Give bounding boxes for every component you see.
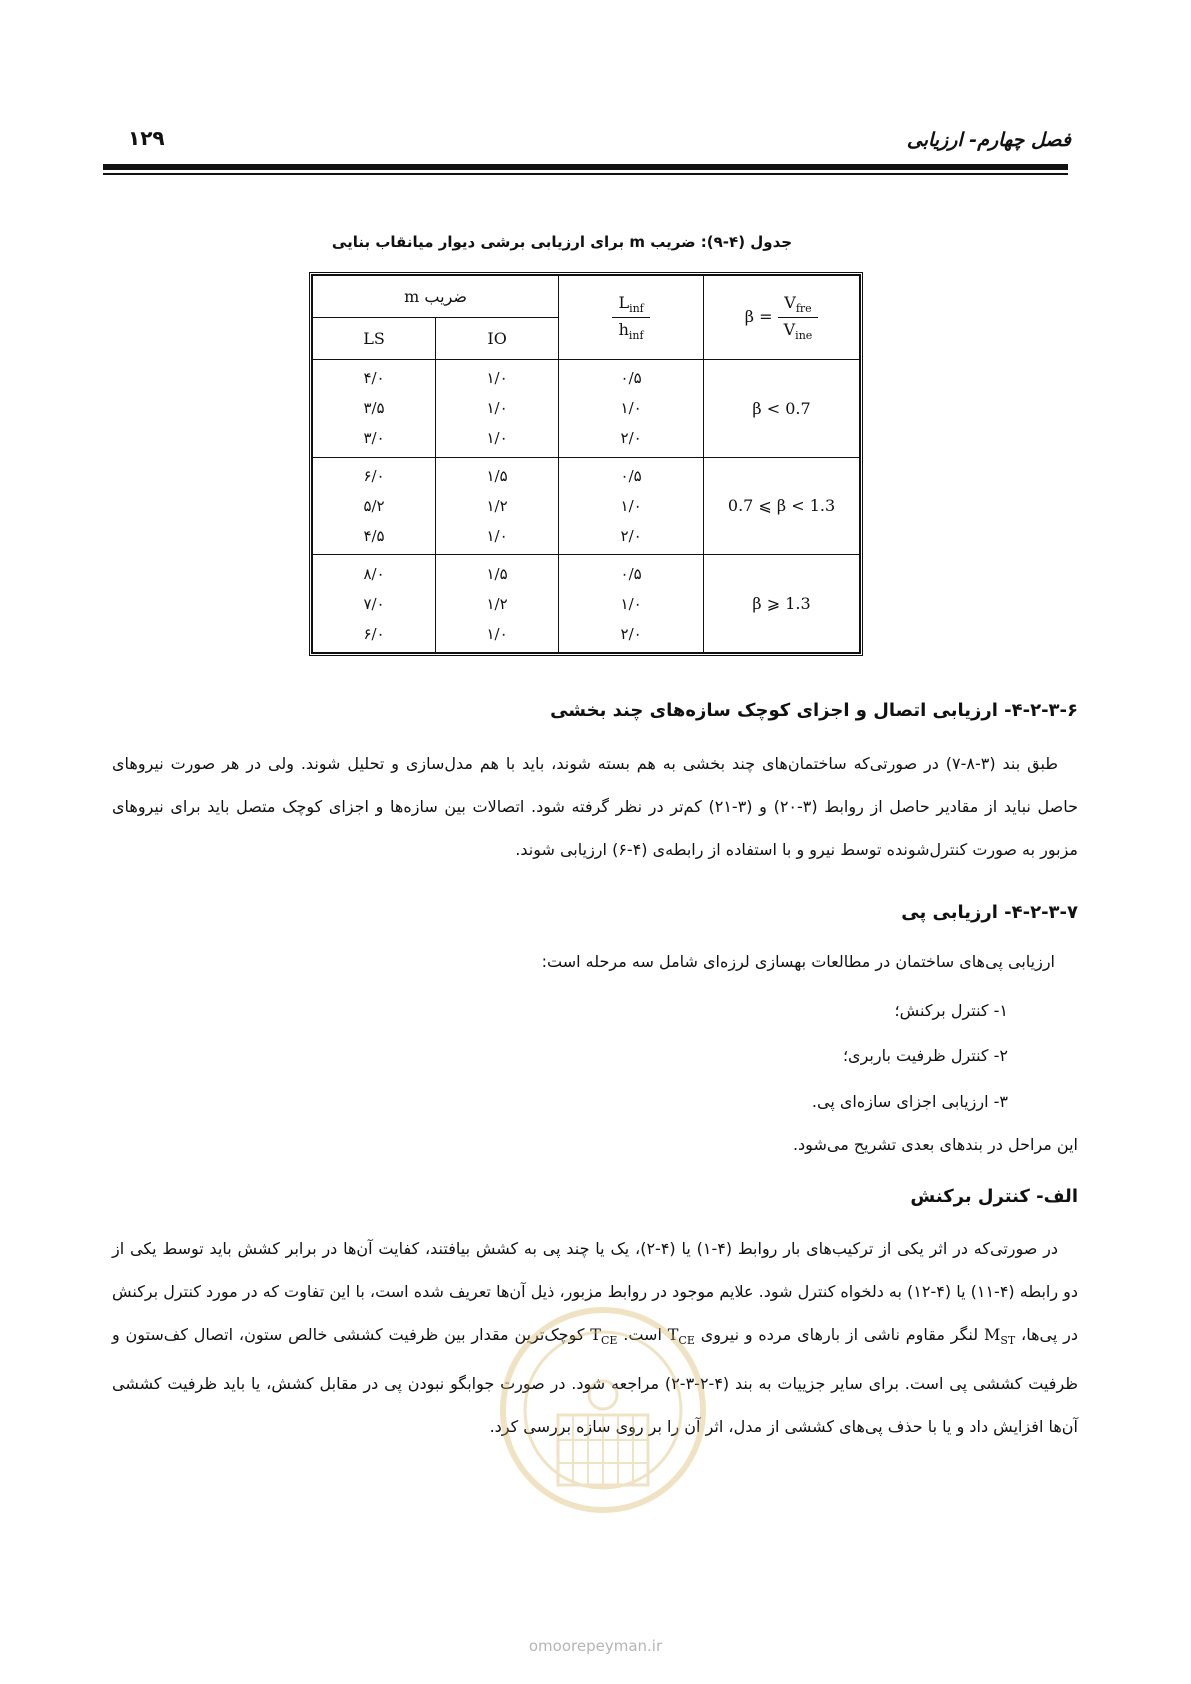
header-rule-thick — [103, 164, 1068, 170]
watermark-seal-icon — [498, 1295, 708, 1575]
col-ls-header: LS — [313, 318, 436, 360]
io-values: ۱/۵ ۱/۲ ۱/۰ — [436, 555, 559, 653]
col-io-header: IO — [436, 318, 559, 360]
header-rule-thin — [103, 173, 1068, 175]
beta-range: β ⩾ 1.3 — [704, 555, 860, 653]
section-paragraph-connections: طبق بند (۳-۸-۷) در صورتی‌که ساختمان‌های چند بخشی به هم بسته شوند، باید با هم مدل‌سازی و تحلیل شوند. ولی در هر صورت نیروهای حاصل نباید از مقادیر حاصل از روابط (۳-۲۰) و (۳-۲۱) کم‌تر در نظر گرفته شود. اتصالات بین سازه‌ها و اجزای کوچک متصل باید برای نیروهای مزبور به صورت کنترل‌شونده توسط نیرو و با استفاده از رابطه‌ی (۴-۶) ارزیابی شوند. — [112, 754, 1078, 859]
m-factor-header: ضریب m — [313, 276, 559, 318]
section-heading-uplift: الف- کنترل برکنش — [910, 1186, 1078, 1207]
symbol-tce: $T_{CE}$ — [667, 1325, 695, 1348]
symbol-tce: $T_{CE}$ — [590, 1325, 618, 1348]
foundation-intro: ارزیابی پی‌های ساختمان در مطالعات بهسازی لرزه‌ای شامل سه مرحله است: — [541, 952, 1055, 971]
ratio-values: ۰/۵ ۱/۰ ۲/۰ — [559, 457, 704, 555]
m-factor-table — [309, 272, 863, 656]
list-item: ۲- کنترل ظرفیت باربری؛ — [842, 1046, 1008, 1065]
ratio-values: ۰/۵ ۱/۰ ۲/۰ — [559, 360, 704, 458]
ls-values: ۶/۰ ۵/۲ ۴/۵ — [313, 457, 436, 555]
beta-range: β < 0.7 — [704, 360, 860, 458]
list-item: ۱- کنترل برکنش؛ — [894, 1001, 1008, 1020]
foundation-outro: این مراحل در بندهای بعدی تشریح می‌شود. — [792, 1135, 1078, 1154]
io-values: ۱/۰ ۱/۰ ۱/۰ — [436, 360, 559, 458]
ls-values: ۸/۰ ۷/۰ ۶/۰ — [313, 555, 436, 653]
section-paragraph-uplift: در صورتی‌که در اثر یکی از ترکیب‌های بار روابط (۴-۱) یا (۴-۲)، یک یا چند پی به کشش بیافتند، کفایت آن‌ها در برابر کشش باید توسط یکی از دو رابطه (۴-۱۱) یا (۴-۱۲) به دلخواه کنترل شود. علایم موجود در روابط مزبور، ذیل آن‌ها تعریف شده است، با این تفاوت که در مورد کنترل برکنش در پی‌ها، $M_{ST}$ لنگر مقاوم ناشی از بارهای مرده و نیروی $T_{CE}$ است. $T_{CE}$ کوچک‌ترین مقدار بین ظرفیت کششی خالص ستون، اتصال کف‌ستون و ظرفیت کششی پی است. برای سایر جزییات به بند (۴-۲-۳-۲) مراجعه شود. در صورت جوابگو نبودن پی در مقابل کشش، یا باید ظرفیت کششی آن‌ها افزایش داد و یا با حذف پی‌های کششی از مدل، اثر آن را بر روی سازه بررسی کرد. — [112, 1239, 1079, 1437]
ratio-values: ۰/۵ ۱/۰ ۲/۰ — [559, 555, 704, 653]
table-caption: جدول (۴-۹): ضریب m برای ارزیابی برشی دیوار میانقاب بنایی — [331, 233, 793, 251]
symbol-mst: $M_{ST}$ — [983, 1325, 1016, 1348]
section-heading-connections: ۴-۲-۳-۶- ارزیابی اتصال و اجزای کوچک سازه‌های چند بخشی — [550, 700, 1078, 721]
ls-values: ۴/۰ ۳/۵ ۳/۰ — [313, 360, 436, 458]
io-values: ۱/۵ ۱/۲ ۱/۰ — [436, 457, 559, 555]
list-item: ۳- ارزیابی اجزای سازه‌ای پی. — [811, 1092, 1008, 1111]
page-number: ۱۲۹ — [128, 126, 165, 150]
running-header-title: فصل چهارم- ارزیابی — [906, 129, 1071, 151]
watermark-text: omoorepeyman.ir — [528, 1637, 663, 1655]
beta-header: β = $\frac{V_{fre}}{V_{ine}}$ — [704, 276, 860, 360]
beta-range: 0.7 ⩽ β < 1.3 — [704, 457, 860, 555]
section-heading-foundation: ۴-۲-۳-۷- ارزیابی پی — [901, 902, 1078, 923]
ratio-header: $\frac{L_{inf}}{h_{inf}}$ — [559, 276, 704, 360]
